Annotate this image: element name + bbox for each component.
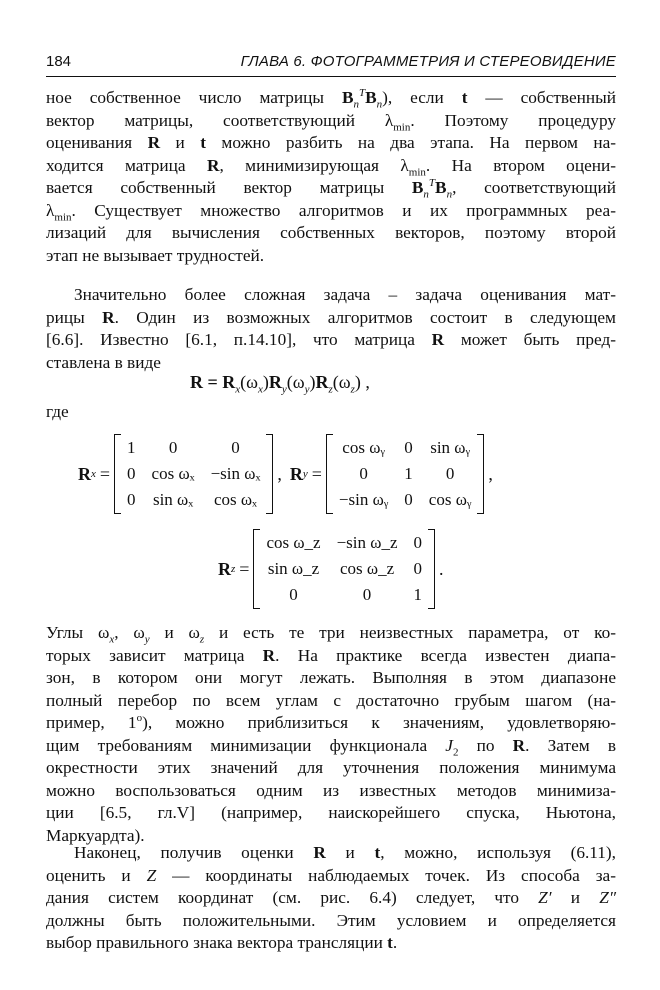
ry-cell: 1 — [404, 464, 413, 483]
p3-line-1: Углы $\omega_x$, $\omega_y$ и $\omega_z$ и есть те три неизвестных параметра, от ко- — [46, 623, 616, 646]
p1-line-6: $\lambda_{min}$. Существует множество алгоритмов и их программных реа- — [46, 200, 616, 223]
rx-cell: 0 — [168, 438, 178, 457]
p4-line-3: дания систем координат (см. рис. 6.4) следует, что Z′ и Z″ — [46, 888, 617, 907]
p3-line-8: можно воспользоваться одним из известных методов минимиза- — [46, 780, 616, 800]
running-title: ГЛАВА 6. ФОТОГРАММЕТРИЯ И СТЕРЕОВИДЕНИЕ — [240, 53, 616, 70]
p3-line-2: торых зависит матрица R. На практике всегда известен диапа- — [46, 645, 616, 665]
ry-cell: 0 — [359, 464, 368, 483]
where-label: где — [46, 402, 69, 421]
page-header — [46, 48, 616, 77]
rz-cell: 0 — [413, 559, 423, 578]
ry-cell: sin ωᵧ — [430, 438, 470, 457]
matrix-rz — [253, 529, 435, 609]
bracket-right — [428, 529, 435, 609]
rz-cell: sin ω_z — [267, 559, 320, 578]
page-number: 184 — [46, 53, 72, 70]
rx-cell: cos ωₓ — [213, 490, 257, 509]
ry-cell: 0 — [404, 438, 413, 457]
p1-line-4: ходится матрица R, минимизирующая $\lambda_{min}$. На втором оцени- — [46, 155, 616, 178]
rz-cell: cos ω_z — [339, 559, 395, 578]
ry-cell: 0 — [445, 464, 455, 483]
p3-line-9: ции [6.5, гл.V] (например, наискорейшего спуска, Ньютона, — [46, 803, 616, 822]
rx-cell: 0 — [127, 490, 136, 509]
rz-cell: 0 — [413, 533, 423, 552]
rx-cell: sin ωₓ — [152, 490, 194, 509]
bracket-right — [477, 434, 484, 514]
p3-line-3: зон, в котором они могут лежать. Выполняя в этом диапазоне — [46, 668, 616, 687]
p3-line-5: пример, 1$^o$), можно приблизиться к значениям, удовлетворяю- — [46, 712, 616, 732]
rz-cell: 1 — [413, 585, 423, 604]
p1-line-1: ное собственное число матрицы $B_n^TB_n$), если t — собственный — [46, 87, 616, 111]
p3-line-6: щим требованиям минимизации функционала $J_2$ по R. Затем в — [46, 735, 616, 758]
rx-cell: −sin ωₓ — [210, 464, 261, 483]
p3-line-10: Маркуардта). — [46, 825, 145, 845]
ry-cell: cos ωᵧ — [342, 438, 385, 457]
rx-cell: 0 — [127, 464, 136, 483]
paragraph-1 — [46, 87, 616, 267]
bracket-left — [326, 434, 333, 514]
paragraph-2 — [46, 284, 616, 374]
p2-line-2: рицы R. Один из возможных алгоритмов состоит в следующем — [46, 307, 616, 327]
rz-cell: 0 — [289, 585, 298, 604]
ry-cell: 0 — [404, 490, 413, 509]
p1-line-7: лизаций для вычисления собственных векторов, поэтому второй — [46, 223, 616, 242]
p4-line-1: Наконец, получив оценки R и t, можно, используя (6.11), — [74, 843, 617, 862]
rx-cell: 1 — [127, 438, 136, 457]
bracket-right — [266, 434, 273, 514]
matrix-rz-row: R z = cos ω_z −sin ω_z 0 sin ω_z cos ω_z 0 0 0 1 . — [218, 529, 448, 609]
rx-cell: 0 — [231, 438, 240, 457]
p4-line-4: должны быть положительными. Этим условием и определяется — [46, 910, 616, 930]
rz-cell: −sin ω_z — [336, 533, 398, 552]
matrices-rx-ry: R x = 1 0 0 0 cos ωₓ −sin ωₓ 0 sin ωₓ cos ωₓ , R y = cos ωᵧ 0 sin ωᵧ 0 1 0 −sin ωᵧ 0 cos ωᵧ , — [78, 434, 497, 514]
p2-line-1: Значительно более сложная задача – задача оценивания мат- — [74, 285, 616, 304]
p1-line-2: вектор матрицы, соответствующий $\lambda_{min}$. Поэтому процедуру — [46, 110, 616, 133]
ry-cell: cos ωᵧ — [428, 490, 472, 509]
rx-cell: cos ωₓ — [151, 464, 195, 483]
rz-cell: 0 — [362, 585, 372, 604]
rz-cell: cos ω_z — [266, 533, 321, 552]
bracket-left — [114, 434, 121, 514]
paragraph-3 — [46, 622, 616, 847]
p2-line-3: [6.6]. Известно [6.1, п.14.10], что матрица R может быть пред- — [46, 330, 616, 349]
p1-line-5: вается собственный вектор матрицы $B_n^TB_n$, соответствующий — [46, 177, 616, 201]
p1-line-8: этап не вызывает трудностей. — [46, 245, 265, 265]
p3-line-7: окрестности этих значений для уточнения положения минимума — [46, 758, 616, 777]
bracket-left — [253, 529, 260, 609]
paragraph-4 — [46, 842, 616, 955]
p2-line-4: ставлена в виде — [46, 352, 161, 372]
p4-line-2: оценить и Z — координаты наблюдаемых точек. Из способа за- — [46, 865, 616, 885]
matrix-ry — [326, 434, 484, 514]
rotation-equation: $R = R_x(\omega_x)R_y(\omega_y)R_z(\omega_z)$ , — [190, 372, 370, 396]
p1-line-3: оценивания R и t можно разбить на два этапа. На первом на- — [46, 133, 616, 152]
matrix-rx — [114, 434, 273, 514]
p4-line-5: выбор правильного знака вектора трансляции t. — [46, 933, 398, 952]
ry-cell: −sin ωᵧ — [338, 490, 389, 509]
p3-line-4: полный перебор по всем углам с достаточно грубым шагом (на- — [46, 690, 616, 710]
